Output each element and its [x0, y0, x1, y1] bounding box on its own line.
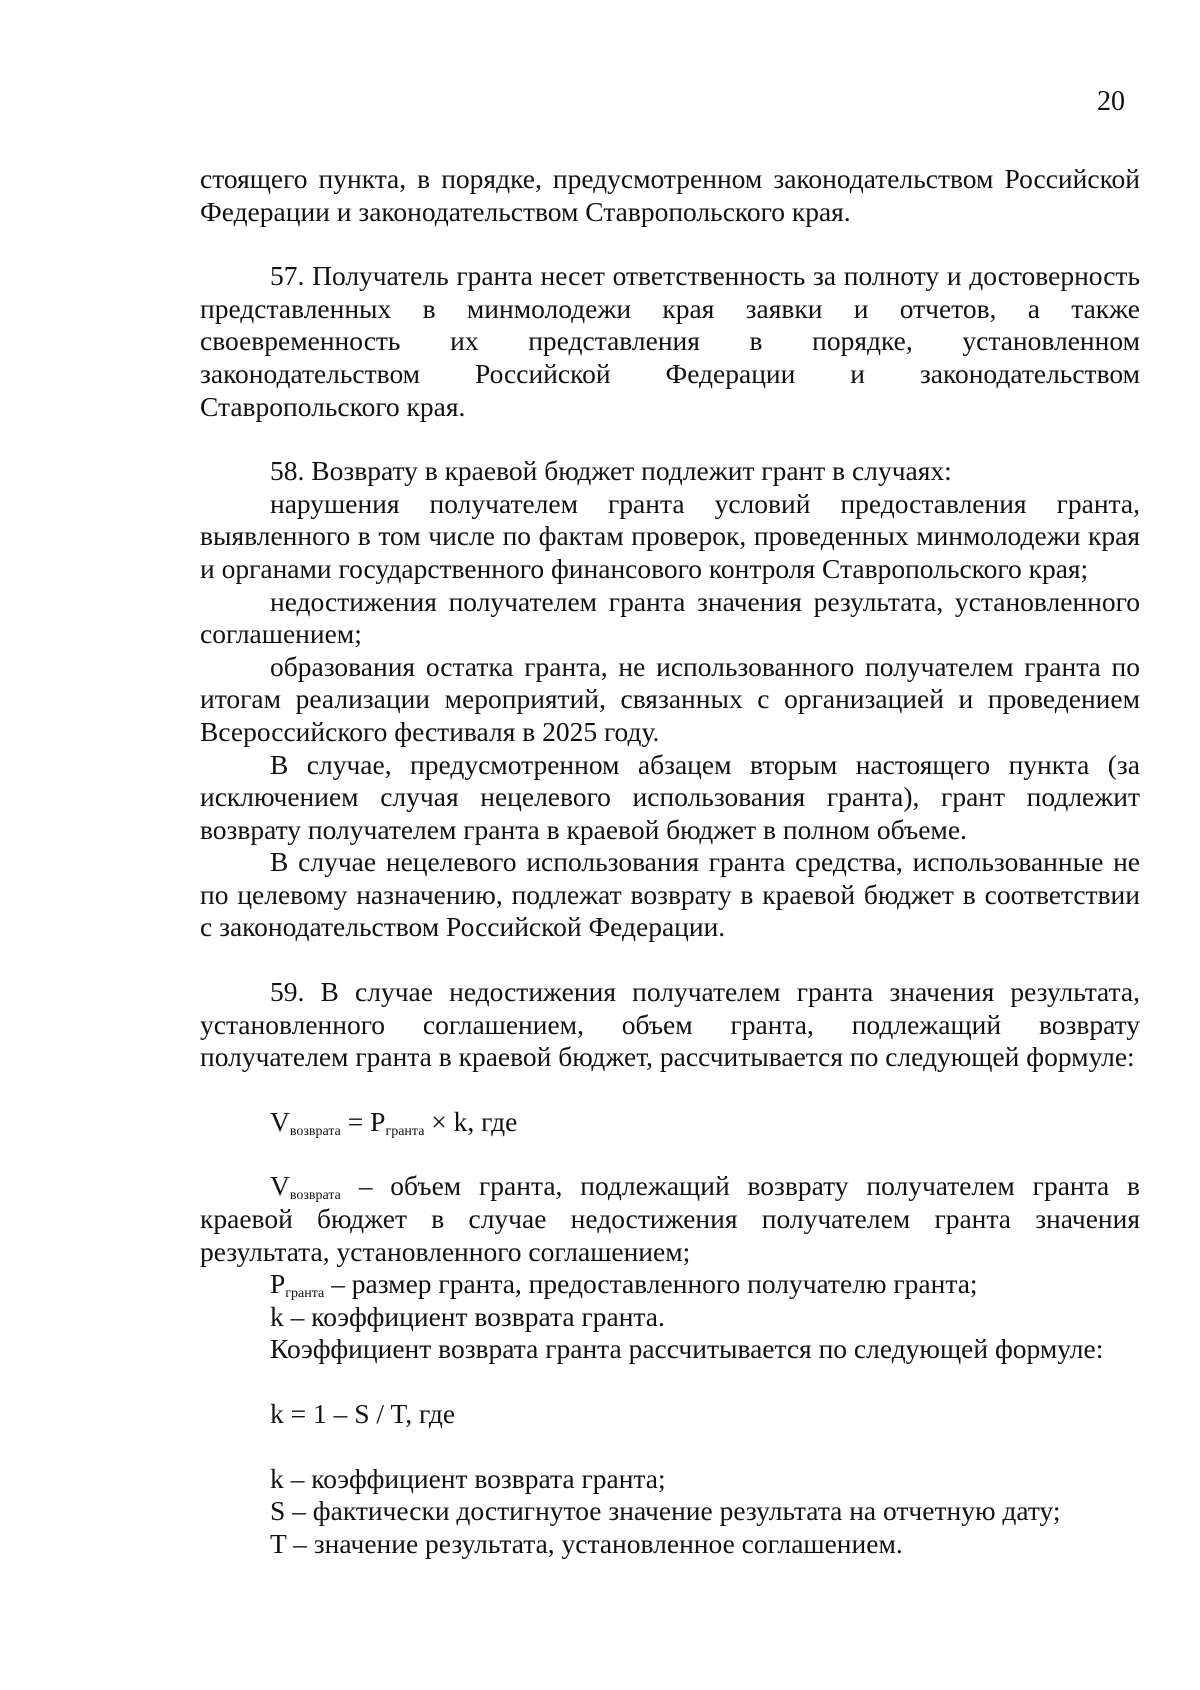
paragraph-57: 57. Получатель гранта несет ответственность за полноту и достоверность представленных в минмолодежи края заявки и отчетов, а также своевременность их представления в порядке, установленном законодательством Российской Федерации и законодательством Ставропольского края. — [200, 260, 1140, 422]
formula-coefficient: k = 1 – S / T, где — [270, 1398, 456, 1429]
definition-p-subscript: гранта — [285, 1286, 325, 1302]
formula-p-subscript: гранта — [385, 1123, 425, 1139]
formula-equals: = — [340, 1105, 371, 1137]
formula-return-volume — [200, 1106, 1140, 1139]
definition-v-symbol: V — [270, 1170, 290, 1202]
paragraph-58-case-1: нарушения получателем гранта условий предоставления гранта, выявленного в том числе по фактам проверок, проведенных минмолодежи края и органами государственного финансового контроля Ставропольского края; — [200, 487, 1140, 584]
definition-k-2: k – коэффициент возврата гранта; — [270, 1462, 666, 1494]
paragraph-59-intro: 59. В случае недостижения получателем гранта значения результата, установленного соглашением, объем гранта, подлежащий возврату получателем гранта в краевой бюджет, рассчитывается по следующей формуле: — [200, 976, 1140, 1073]
paragraph-continuation: стоящего пункта, в порядке, предусмотренном законодательством Российской Федерации и законодательством Ставропольского края. — [200, 163, 1140, 227]
definition-v — [200, 1170, 1140, 1268]
paragraph-58-note-2: В случае нецелевого использования гранта средства, использованные не по целевому назначению, подлежат возврату в краевой бюджет в соответствии с законодательством Российской Федерации. — [200, 846, 1140, 943]
definition-p-text: – размер гранта, предоставленного получателю гранта; — [324, 1268, 978, 1300]
definition-v-subscript: возврата — [289, 1188, 341, 1204]
document-body — [200, 163, 1140, 1560]
definition-s: S – фактически достигнутое значение результата на отчетную дату; — [270, 1495, 1061, 1527]
paragraph-58-intro: 58. Возврату в краевой бюджет подлежит грант в случаях: — [270, 455, 952, 487]
definition-k: k – коэффициент возврата гранта. — [270, 1300, 665, 1332]
paragraph-58-case-3: образования остатка гранта, не использованного получателем гранта по итогам реализации мероприятий, связанных с организацией и проведением Всероссийского фестиваля в 2025 году. — [200, 650, 1140, 747]
formula-rest: × k, где — [424, 1105, 518, 1137]
page-number: 20 — [1097, 86, 1125, 117]
coefficient-intro: Коэффициент возврата гранта рассчитывается по следующей формуле: — [270, 1333, 1104, 1365]
definition-v-text: – объем гранта, подлежащий возврату получателем гранта в краевой бюджет в случае недостижения получателем гранта значения результата, установленного соглашением; — [200, 1170, 1140, 1267]
definition-p-symbol: P — [270, 1268, 286, 1300]
paragraph-58-note-1: В случае, предусмотренном абзацем вторым настоящего пункта (за исключением случая нецелевого использования гранта), грант подлежит возврату получателем гранта в краевой бюджет в полном объеме. — [200, 748, 1140, 845]
definition-p — [200, 1268, 1140, 1301]
formula-p-symbol: P — [370, 1105, 386, 1137]
paragraph-58-case-2: недостижения получателем гранта значения результата, установленного соглашением; — [200, 585, 1140, 650]
formula-v-symbol: V — [270, 1105, 290, 1137]
formula-v-subscript: возврата — [289, 1123, 341, 1139]
definition-t: T – значение результата, установленное соглашением. — [270, 1527, 903, 1559]
